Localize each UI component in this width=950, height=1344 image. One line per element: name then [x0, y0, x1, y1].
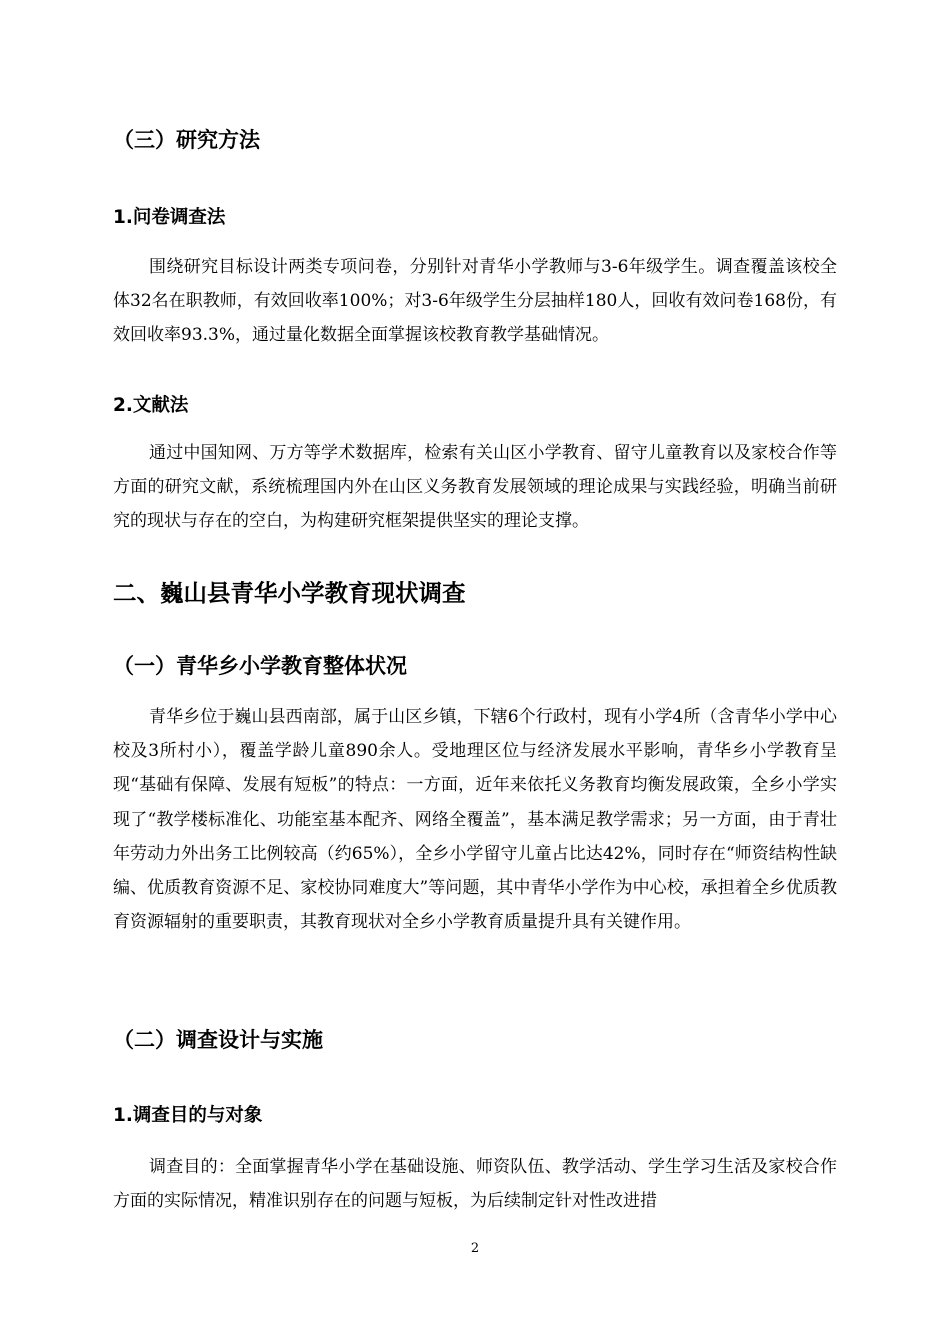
- section-heading-survey-design: （二）调查设计与实施: [113, 1028, 323, 1052]
- subheading-questionnaire: 1.问卷调查法: [113, 207, 226, 228]
- subheading-literature: 2.文献法: [113, 395, 189, 416]
- paragraph-overall: 青华乡位于巍山县西南部，属于山区乡镇，下辖6个行政村，现有小学4所（含青华小学中心校及3所村小），覆盖学龄儿童890余人。受地理区位与经济发展水平影响，青华乡小学教育呈现“基础有保障、发展有短板”的特点：一方面，近年来依托义务教育均衡发展政策，全乡小学实现了“教学楼标准化、功能室基本配齐、网络全覆盖”，基本满足教学需求；另一方面，由于青壮年劳动力外出务工比例较高（约65%），全乡小学留守儿童占比达42%，同时存在“师资结构性缺编、优质教育资源不足、家校协同难度大”等问题，其中青华小学作为中心校，承担着全乡优质教育资源辐射的重要职责，其教育现状对全乡小学教育质量提升具有关键作用。: [113, 707, 837, 933]
- paragraph-literature: 通过中国知网、万方等学术数据库，检索有关山区小学教育、留守儿童教育以及家校合作等方面的研究文献，系统梳理国内外在山区义务教育发展领域的理论成果与实践经验，明确当前研究的现状与存在的空白，为构建研究框架提供坚实的理论支撑。: [113, 443, 837, 532]
- chapter-heading: 二、巍山县青华小学教育现状调查: [113, 579, 466, 607]
- page-number: 2: [470, 1241, 480, 1256]
- section-heading-research-methods: （三）研究方法: [113, 128, 260, 152]
- paragraph-purpose: 调查目的：全面掌握青华小学在基础设施、师资队伍、教学活动、学生学习生活及家校合作方面的实际情况，精准识别存在的问题与短板，为后续制定针对性改进措: [113, 1157, 837, 1212]
- subheading-purpose: 1.调查目的与对象: [113, 1105, 263, 1126]
- paragraph-questionnaire: 围绕研究目标设计两类专项问卷，分别针对青华小学教师与3-6年级学生。调查覆盖该校全体32名在职教师，有效回收率100%；对3-6年级学生分层抽样180人，回收有效问卷168份，有效回收率93.3%，通过量化数据全面掌握该校教育教学基础情况。: [113, 257, 837, 346]
- section-heading-overall: （一）青华乡小学教育整体状况: [113, 654, 407, 678]
